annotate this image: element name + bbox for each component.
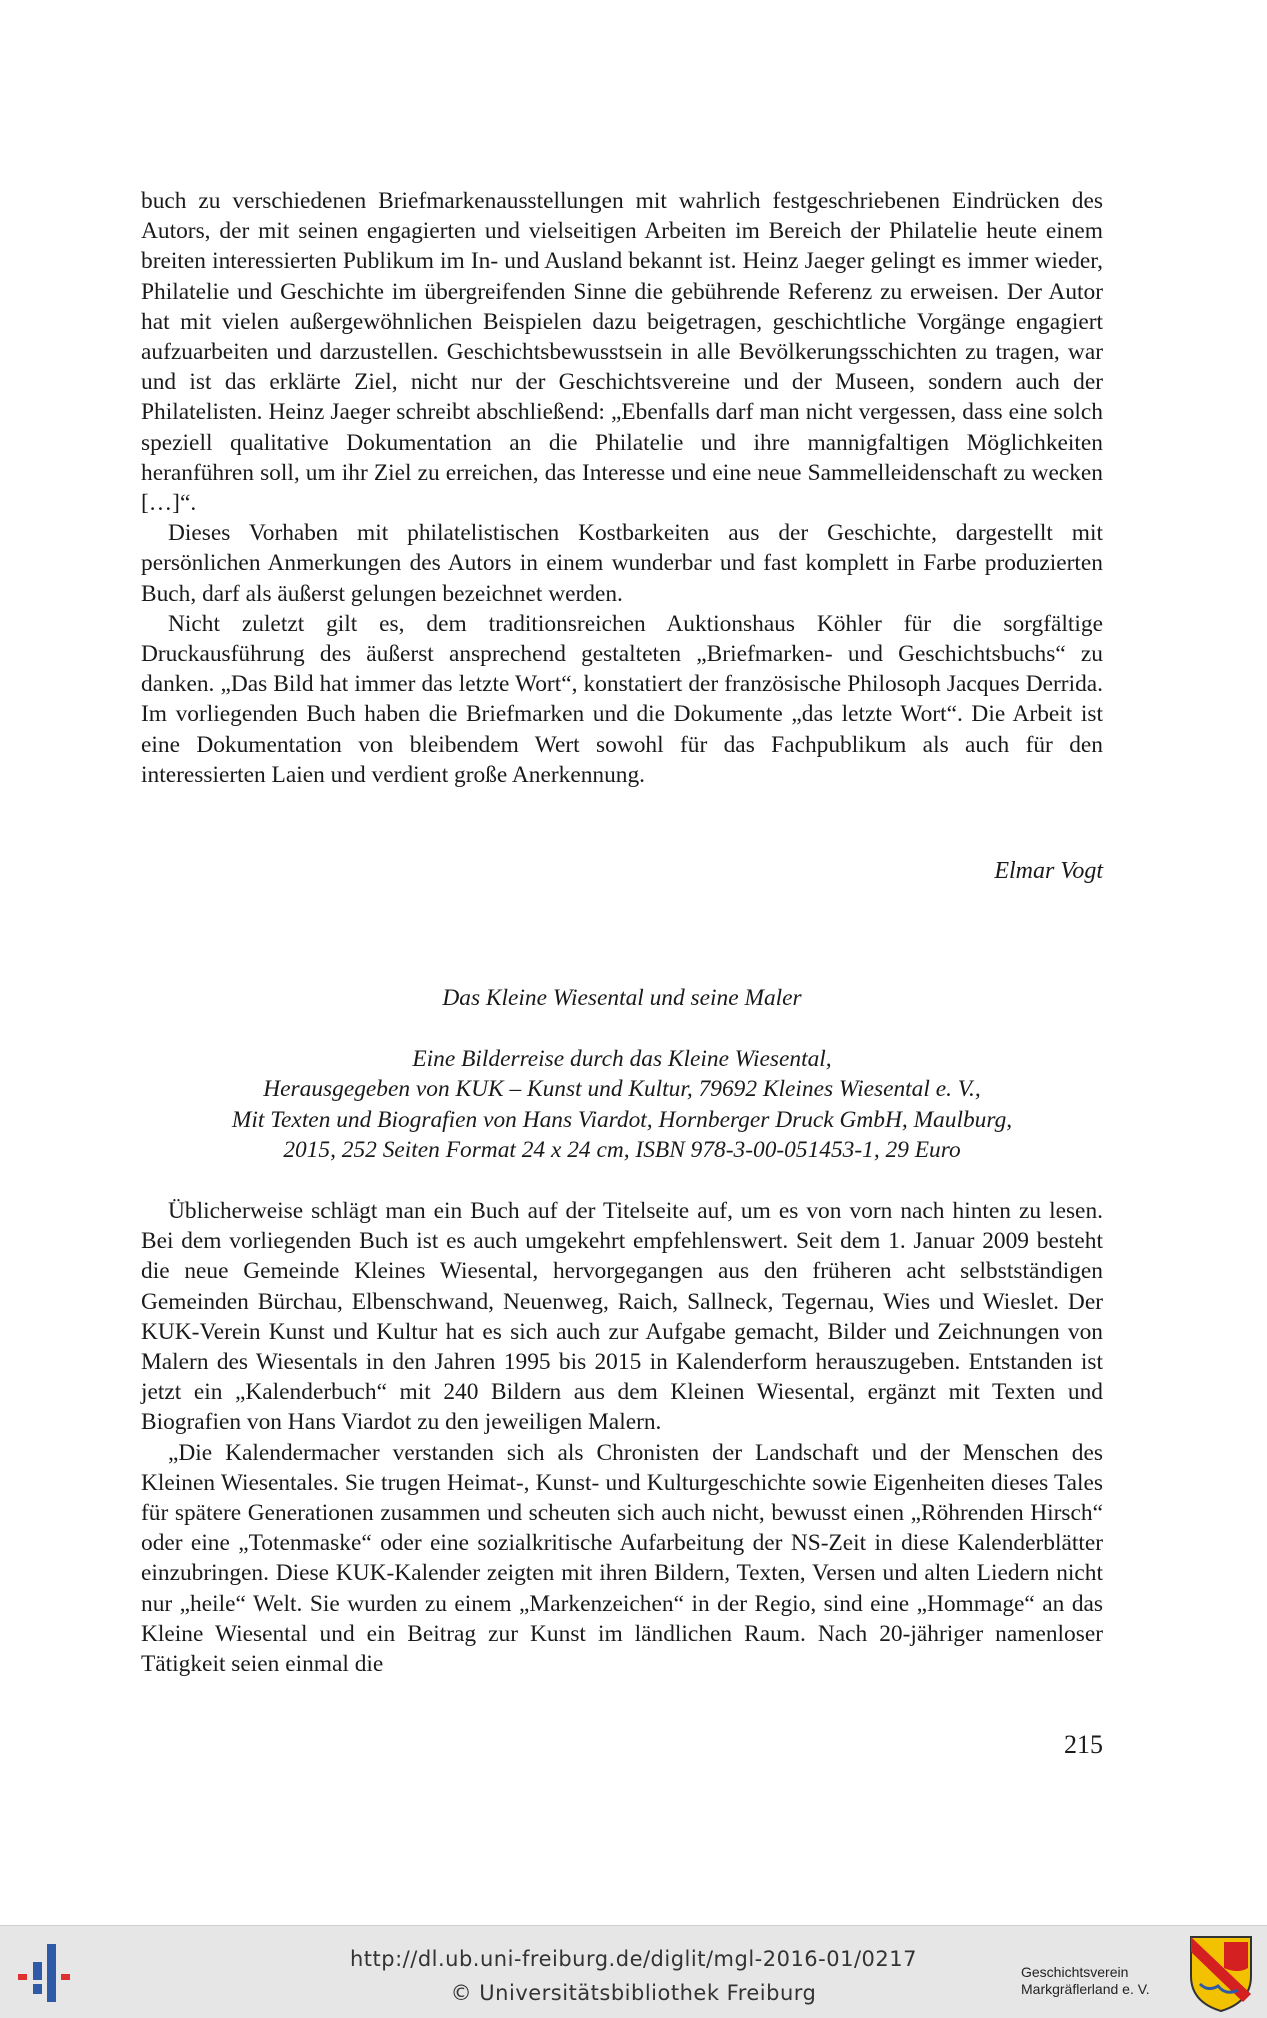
society-name-line-1: Geschichtsverein <box>1021 1964 1129 1980</box>
copyright-notice: © Universitätsbibliothek Freiburg <box>450 1981 817 2005</box>
second-review-paragraph-2: „Die Kalendermacher verstanden sich als Chronisten der Landschaft und der Menschen des Kleinen Wiesentales. Sie trugen Heimat-, Kunst- und Kulturgeschichte sowie Eigenheiten dieses Tales für spätere Generationen zusammen und scheuten sich auch nicht, bewusst einen „Röhrenden Hirsch“ oder eine „Totenmaske“ oder eine sozialkritische Aufarbeitung der NS-Zeit in diese Kalenderblätter einzubringen. Diese KUK-Kalender zeigten mit ihren Bildern, Texten, Versen und alten Liedern nicht nur „heile“ Welt. Sie wurden zu einem „Markenzeichen“ in der Regio, sind eine „Hommage“ an das Kleine Wiesental und ein Beitrag zur Kunst im ländlichen Raum. Nach 20-jähriger namenloser Tätigkeit seien einmal die <box>141 1439 1103 1678</box>
book-authors: Mit Texten und Biografien von Hans Viardot, Hornberger Druck GmbH, Maulburg, <box>231 1106 1013 1133</box>
second-review-paragraph-1: Üblicherweise schlägt man ein Buch auf der Titelseite auf, um es von vorn nach hinten zu lesen. Bei dem vorliegenden Buch ist es auch umgekehrt empfehlenswert. Seit dem 1. Januar 2009 besteht die neue Gemeinde Kleines Wiesental, hervorgegangen aus den früheren acht selbstständigen Gemeinden Bürchau, Elbenschwand, Neuenweg, Raich, Sallneck, Tegernau, Wies und Wieslet. Der KUK-Verein Kunst und Kultur hat es sich auch zur Aufgabe gemacht, Bilder und Zeichnungen von Malern des Wiesentals in den Jahren 1995 bis 2015 in Kalenderform herauszugeben. Entstanden ist jetzt ein „Kalenderbuch“ mit 240 Bildern aus dem Kleinen Wiesental, ergänzt mit Texten und Biografien von Hans Viardot zu den jeweiligen Malern. <box>141 1198 1103 1436</box>
book-reference-block <box>141 983 1103 1166</box>
review-paragraph-2: Dieses Vorhaben mit philatelistischen Kostbarkeiten aus der Geschichte, dargestellt mit persönlichen Anmerkungen des Autors in einem wunderbar und fast komplett in Farbe produzierten Buch, darf als äußerst gelungen bezeichnet werden. <box>141 520 1103 607</box>
review-paragraph-1: buch zu verschiedenen Briefmarkenausstellungen mit wahrlich festgeschriebenen Eindrücken des Autors, der mit seinen engagierten und vielseitigen Arbeiten im Bereich der Philatelie heute einem breiten interessierten Publikum im In- und Ausland bekannt ist. Heinz Jaeger gelingt es immer wieder, Philatelie und Geschichte im übergreifenden Sinne die gebührende Referenz zu erweisen. Der Autor hat mit vielen außergewöhnlichen Beispielen dazu beigetragen, geschichtliche Vorgänge engagiert aufzuarbeiten und darzustellen. Geschichtsbewusstsein in alle Bevölkerungsschichten zu tragen, war und ist das erklärte Ziel, nicht nur der Geschichtsvereine und der Museen, sondern auch der Philatelisten. Heinz Jaeger schreibt abschließend: „Ebenfalls darf man nicht vergessen, dass eine solch speziell qualitative Dokumentation an die Philatelie und ihre mannigfaltigen Möglichkeiten heranführen soll, um ihr Ziel zu erreichen, das Interesse und eine neue Sammelleidenschaft zu wecken […]“. <box>141 188 1103 517</box>
review-text-block <box>141 186 1103 790</box>
book-title: Das Kleine Wiesental und seine Maler <box>442 985 802 1011</box>
second-review-text-block <box>141 1196 1103 1679</box>
book-details: 2015, 252 Seiten Format 24 x 24 cm, ISBN 978-3-00-051453-1, 29 Euro <box>283 1137 961 1163</box>
coat-of-arms-icon <box>1188 1934 1254 2014</box>
review-paragraph-3: Nicht zuletzt gilt es, dem traditionsreichen Auktionshaus Köhler für die sorgfältige Druckausführung des äußerst ansprechend gestalteten „Briefmarken- und Geschichtsbuchs“ zu danken. „Das Bild hat immer das letzte Wort“, konstatiert der französische Philosoph Jacques Derrida. Im vorliegenden Buch haben die Briefmarken und die Dokumente „das letzte Wort“. Die Arbeit ist eine Dokumentation von bleibendem Wert sowohl für das Fachpublikum als auch für den interessierten Laien und verdient große Anerkennung. <box>141 610 1103 788</box>
society-name <box>1021 1964 1150 1998</box>
review-author-signature: Elmar Vogt <box>994 858 1103 884</box>
book-subtitle: Eine Bilderreise durch das Kleine Wiesental, <box>412 1045 832 1072</box>
page-number: 215 <box>1064 1730 1103 1759</box>
book-publisher: Herausgegeben von KUK – Kunst und Kultur, 79692 Kleines Wiesental e. V., <box>263 1076 981 1102</box>
society-name-line-2: Markgräflerland e. V. <box>1021 1981 1150 1997</box>
digital-library-link[interactable]: http://dl.ub.uni-freiburg.de/diglit/mgl-2016-01/0217 <box>349 1947 917 1971</box>
footer-bar <box>0 1925 1267 2018</box>
